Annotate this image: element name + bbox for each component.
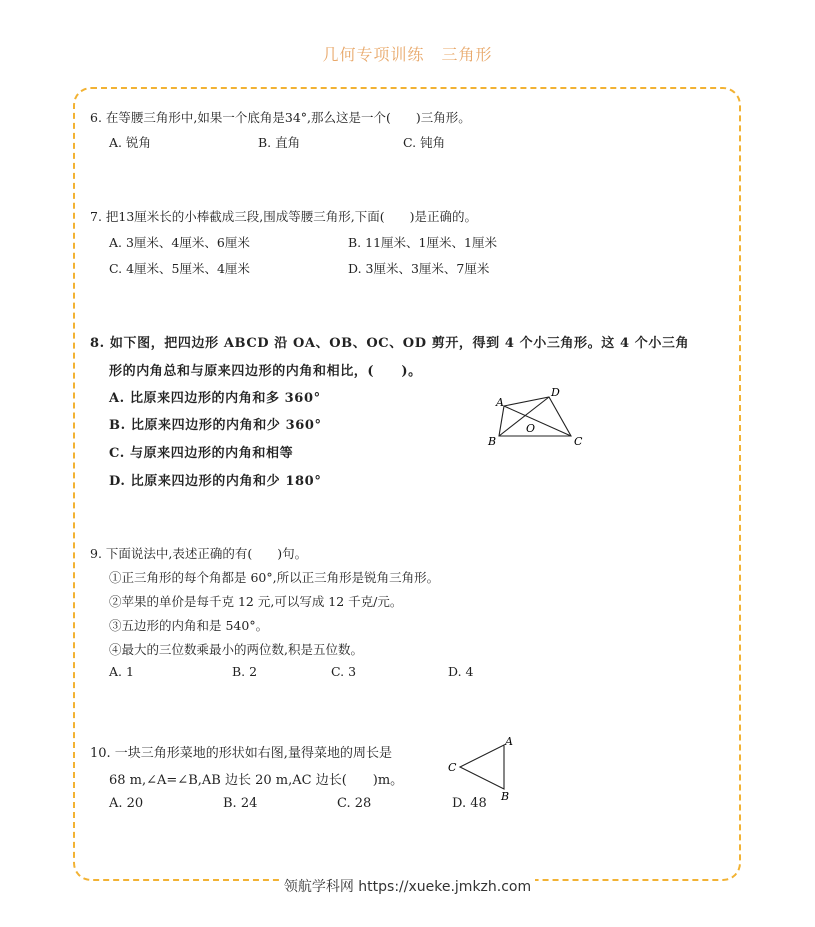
- question-7-option-d: D. 3厘米、3厘米、7厘米: [348, 261, 490, 276]
- label-b: B: [501, 790, 510, 803]
- page-title: 几何专项训练 三角形: [322, 45, 493, 64]
- question-10-option-b: B. 24: [223, 796, 258, 811]
- question-9-statement-2: ②苹果的单价是每千克 12 元,可以写成 12 千克/元。: [109, 594, 403, 609]
- triangle-abc-figure: [444, 732, 524, 804]
- question-6-stem: 6. 在等腰三角形中,如果一个底角是34°,那么这是一个( )三角形。: [90, 110, 471, 125]
- question-8-stem-line-1: 8. 如下图，把四边形 ABCD 沿 OA、OB、OC、OD 剪开，得到 4 个小三角形。这 4 个小三角: [90, 336, 690, 351]
- question-8-option-c: C. 与原来四边形的内角和相等: [109, 446, 294, 461]
- question-10-option-c: C. 28: [337, 796, 372, 811]
- question-9-statement-3: ③五边形的内角和是 540°。: [109, 618, 269, 633]
- question-8-option-d: D. 比原来四边形的内角和少 180°: [109, 474, 322, 489]
- question-8-stem-line-2: 形的内角总和与原来四边形的内角和相比，( )。: [109, 364, 422, 379]
- question-7-option-c: C. 4厘米、5厘米、4厘米: [109, 261, 250, 276]
- label-a: A: [505, 735, 513, 748]
- footer-text: 领航学科网 https://xueke.jmkzh.com: [280, 879, 535, 895]
- question-9-stem: 9. 下面说法中,表述正确的有( )句。: [90, 546, 308, 561]
- question-10-option-a: A. 20: [109, 796, 144, 811]
- question-6-option-a: A. 锐角: [109, 135, 151, 150]
- question-9-statement-1: ①正三角形的每个角都是 60°,所以正三角形是锐角三角形。: [109, 570, 440, 585]
- footer-watermark: [0, 876, 815, 896]
- quadrilateral-abcd-figure: [484, 384, 594, 454]
- label-c: C: [448, 761, 457, 774]
- question-9-option-b: B. 2: [232, 664, 258, 679]
- question-10-option-d: D. 48: [452, 796, 487, 811]
- label-b: B: [488, 435, 497, 448]
- question-7-option-b: B. 11厘米、1厘米、1厘米: [348, 235, 497, 250]
- question-6-option-c: C. 钝角: [403, 135, 446, 150]
- question-9-option-d: D. 4: [448, 664, 474, 679]
- question-9-option-c: C. 3: [331, 664, 357, 679]
- question-8-option-b: B. 比原来四边形的内角和少 360°: [109, 418, 322, 433]
- question-9-statement-4: ④最大的三位数乘最小的两位数,积是五位数。: [109, 642, 363, 657]
- question-8-option-a: A. 比原来四边形的内角和多 360°: [109, 391, 321, 406]
- question-7-stem: 7. 把13厘米长的小棒截成三段,围成等腰三角形,下面( )是正确的。: [90, 209, 478, 224]
- label-a: A: [496, 396, 504, 409]
- question-7-option-a: A. 3厘米、4厘米、6厘米: [109, 235, 250, 250]
- question-9-option-a: A. 1: [109, 664, 134, 679]
- label-d: D: [551, 386, 560, 399]
- question-10-stem-line-1: 10. 一块三角形菜地的形状如右图,量得菜地的周长是: [90, 746, 392, 761]
- question-10-stem-line-2: 68 m,∠A=∠B,AB 边长 20 m,AC 边长( )m。: [109, 773, 404, 788]
- question-6-option-b: B. 直角: [258, 135, 301, 150]
- label-c: C: [574, 435, 583, 448]
- label-o: O: [526, 422, 536, 435]
